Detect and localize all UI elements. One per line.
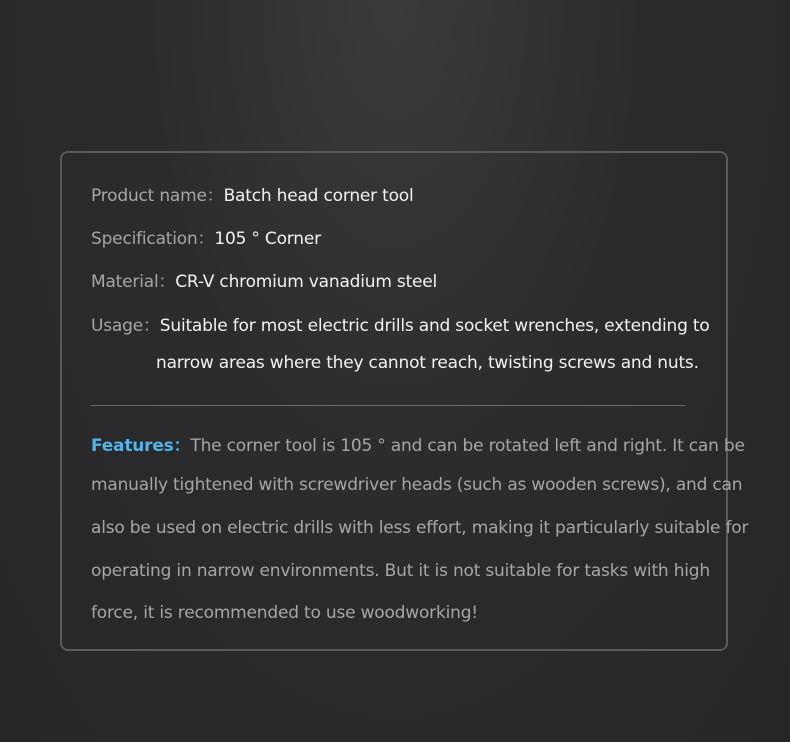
features-label: Features： (91, 436, 191, 456)
features-text-line-1: The corner tool is 105 ° and can be rotated left and right. It can be (190, 436, 745, 456)
usage-row (91, 311, 710, 336)
material-label: Material： (91, 272, 176, 292)
product-name-label: Product name： (91, 186, 224, 206)
usage-value-line-1: Suitable for most electric drills and socket wrenches, extending to (159, 316, 710, 336)
usage-value-line-2: narrow areas where they cannot reach, twisting screws and nuts. (156, 353, 699, 373)
material-row (91, 267, 437, 292)
section-divider (91, 405, 685, 406)
features-text-line-5: force, it is recommended to use woodworking! (91, 603, 478, 623)
usage-label: Usage： (91, 316, 160, 336)
features-text-line-2: manually tightened with screwdriver heads (such as wooden screws), and can (91, 475, 743, 495)
features-line-1 (91, 431, 745, 456)
material-value: CR-V chromium vanadium steel (175, 272, 438, 292)
product-name-value: Batch head corner tool (223, 186, 414, 206)
features-text-line-4: operating in narrow environments. But it is not suitable for tasks with high (91, 561, 710, 581)
specification-row (91, 224, 321, 249)
product-info-card (60, 151, 749, 651)
features-text-line-3: also be used on electric drills with less effort, making it particularly suitable for (91, 518, 749, 538)
specification-label: Specification： (91, 229, 215, 249)
product-name-row (91, 181, 414, 206)
specification-value: 105 ° Corner (214, 229, 321, 249)
